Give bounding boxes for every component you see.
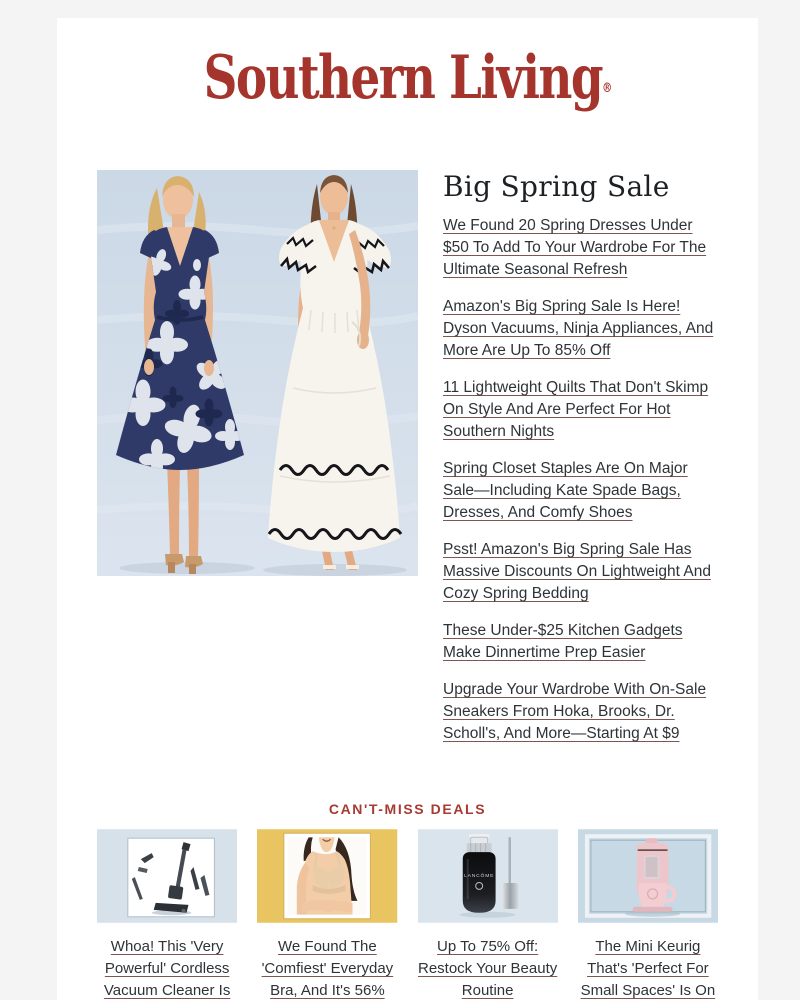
header	[57, 18, 758, 170]
logo-text: Southern Living	[203, 43, 602, 113]
deal-card-keurig	[578, 829, 718, 1000]
story-link-quilts[interactable]: 11 Lightweight Quilts That Don't Skimp On Style And Are Perfect For Hot Southern Nights	[443, 379, 709, 440]
southern-living-logo[interactable]	[203, 43, 612, 113]
story-link-amazon-sale[interactable]: Amazon's Big Spring Sale Is Here! Dyson Vacuums, Ninja Appliances, And More Are Up To 85% Off	[443, 298, 714, 359]
deals-section-heading: CAN'T-MISS DEALS	[328, 801, 487, 817]
cordless-vacuum-image[interactable]	[97, 829, 237, 923]
story-link-spring-dresses[interactable]: We Found 20 Spring Dresses Under $50 To Add To Your Wardrobe For The Ultimate Seasonal Refresh	[443, 217, 707, 278]
deal-card-serum	[418, 829, 558, 1000]
mini-keurig-image[interactable]	[578, 829, 718, 923]
deal-card-bra	[257, 829, 397, 1000]
deal-caption-vacuum[interactable]: Whoa! This 'Very Powerful' Cordless Vacuum Cleaner Is	[103, 938, 231, 999]
story-link-kitchen-gadgets[interactable]: These Under-$25 Kitchen Gadgets Make Dinnertime Prep Easier	[443, 622, 683, 661]
hero-section	[57, 170, 758, 763]
email-body	[57, 18, 758, 1000]
svg-text:LANCÔME: LANCÔME	[463, 873, 494, 879]
deal-caption-serum[interactable]: Up To 75% Off: Restock Your Beauty Routine	[417, 938, 558, 999]
story-link-spring-bedding[interactable]: Psst! Amazon's Big Spring Sale Has Massive Discounts On Lightweight And Cozy Spring Bedding	[443, 541, 711, 602]
story-link-closet-staples[interactable]: Spring Closet Staples Are On Major Sale—Including Kate Spade Bags, Dresses, And Comfy Shoes	[443, 460, 688, 521]
lancome-serum-image[interactable]	[418, 829, 558, 923]
deal-caption-keurig[interactable]: The Mini Keurig That's 'Perfect For Small Spaces' Is On	[580, 938, 716, 999]
hero-title: Big Spring Sale	[443, 170, 670, 203]
deal-caption-bra[interactable]: We Found The 'Comfiest' Everyday Bra, And It's 56%	[261, 938, 394, 999]
deals-cards-row	[57, 829, 758, 1000]
registered-mark: ®	[601, 81, 612, 96]
hero-text-column	[443, 170, 718, 745]
everyday-bra-image[interactable]	[257, 829, 397, 923]
story-link-sneakers[interactable]: Upgrade Your Wardrobe With On-Sale Sneakers From Hoka, Brooks, Dr. Scholl's, And More—Starting At $9	[443, 681, 707, 742]
deal-card-vacuum	[97, 829, 237, 1000]
hero-dresses-image[interactable]	[97, 170, 418, 576]
